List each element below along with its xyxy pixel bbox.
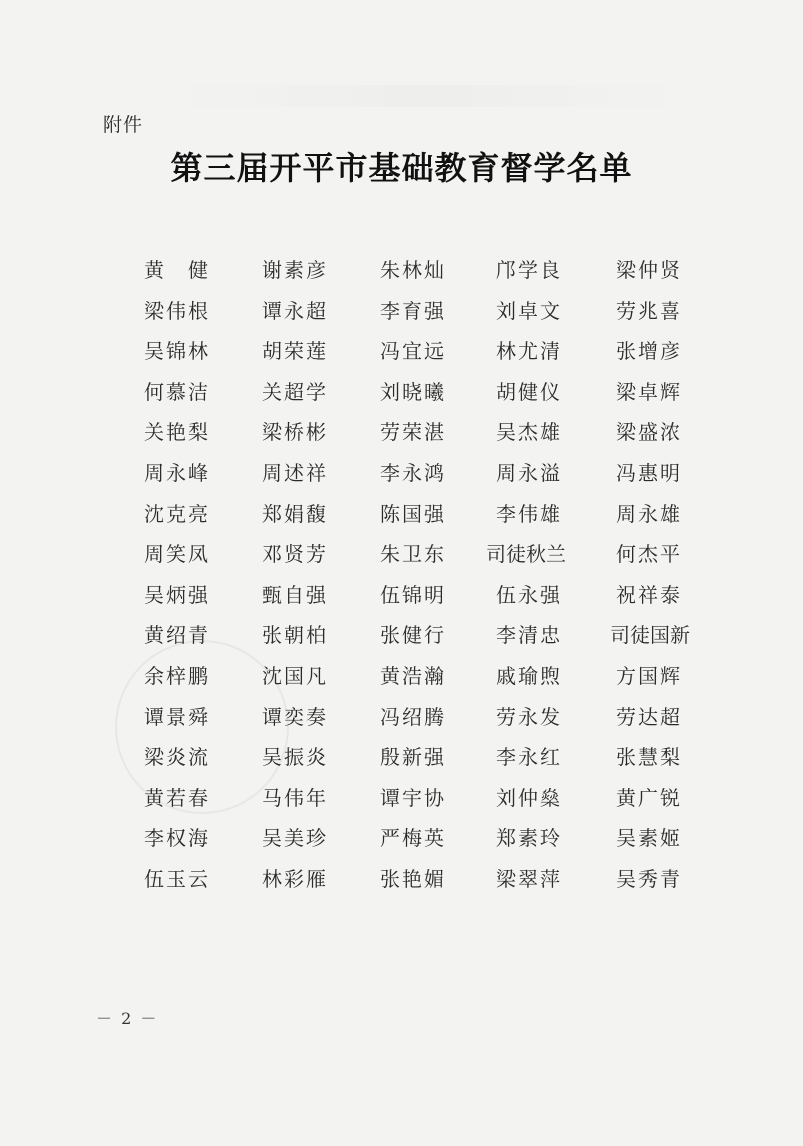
name-cell: 李永红	[496, 745, 562, 770]
name-cell: 吴秀青	[616, 866, 682, 891]
name-cell: 关艳梨	[144, 420, 210, 445]
name-cell: 黄若春	[144, 785, 210, 810]
name-cell: 戚瑜煦	[496, 663, 562, 688]
name-cell: 严梅英	[380, 826, 446, 851]
name-cell: 余梓鹏	[144, 663, 210, 688]
name-cell: 冯惠明	[616, 460, 682, 485]
name-cell: 梁伟根	[144, 298, 210, 323]
name-cell: 司徒秋兰	[486, 542, 566, 567]
name-cell: 林彩雁	[262, 866, 328, 891]
name-cell: 劳永发	[496, 704, 562, 729]
name-cell: 冯绍腾	[380, 704, 446, 729]
name-cell: 吴素姬	[616, 826, 682, 851]
name-cell: 黄 健	[144, 258, 210, 282]
name-cell: 梁仲贤	[616, 258, 682, 282]
name-cell: 何杰平	[616, 542, 682, 567]
name-cell: 李永鸿	[380, 460, 446, 485]
name-cell: 伍玉云	[144, 866, 210, 891]
name-cell: 黄浩瀚	[380, 663, 446, 688]
name-cell: 关超学	[262, 379, 328, 404]
name-cell: 李育强	[380, 298, 446, 323]
name-cell: 谭永超	[262, 298, 328, 323]
name-cell: 冯宜远	[380, 339, 446, 364]
name-cell: 吴锦林	[144, 339, 210, 364]
name-cell: 方国辉	[616, 663, 682, 688]
name-cell: 梁翠萍	[496, 866, 562, 891]
name-cell: 吴炳强	[144, 582, 210, 607]
name-cell: 司徒国新	[610, 623, 690, 648]
show-through-artifact	[170, 85, 690, 107]
name-cell: 张艳媚	[380, 866, 446, 891]
name-cell: 胡健仪	[496, 379, 562, 404]
name-cell: 朱林灿	[380, 258, 446, 282]
name-cell: 周笑凤	[144, 542, 210, 567]
name-cell: 胡荣莲	[262, 339, 328, 364]
name-cell: 沈克亮	[144, 501, 210, 526]
name-cell: 梁桥彬	[262, 420, 328, 445]
name-cell: 张增彦	[616, 339, 682, 364]
name-cell: 周述祥	[262, 460, 328, 485]
name-cell: 马伟年	[262, 785, 328, 810]
name-cell: 周永雄	[616, 501, 682, 526]
name-cell: 张慧梨	[616, 745, 682, 770]
name-cell: 谭宇协	[380, 785, 446, 810]
name-cell: 林尤清	[496, 339, 562, 364]
name-cell: 李清忠	[496, 623, 562, 648]
name-cell: 劳荣湛	[380, 420, 446, 445]
name-cell: 梁盛浓	[616, 420, 682, 445]
name-cell: 梁卓辉	[616, 379, 682, 404]
supervisor-name-list	[140, 250, 700, 900]
name-cell: 何慕洁	[144, 379, 210, 404]
name-cell: 朱卫东	[380, 542, 446, 567]
name-cell: 郑娟馥	[262, 501, 328, 526]
page-number: － 2 －	[96, 1009, 159, 1028]
name-cell: 吴杰雄	[496, 420, 562, 445]
name-cell: 张朝柏	[262, 623, 328, 648]
name-cell: 李伟雄	[496, 501, 562, 526]
name-cell: 劳达超	[616, 704, 682, 729]
name-cell: 吴美珍	[262, 826, 328, 851]
name-cell: 祝祥泰	[616, 582, 682, 607]
name-cell: 伍永强	[496, 582, 562, 607]
name-cell: 周永溢	[496, 460, 562, 485]
name-cell: 谭景舜	[144, 704, 210, 729]
name-cell: 郑素玲	[496, 826, 562, 851]
name-cell: 沈国凡	[262, 663, 328, 688]
name-cell: 陈国强	[380, 501, 446, 526]
name-cell: 黄绍青	[144, 623, 210, 648]
name-cell: 黄广锐	[616, 785, 682, 810]
name-cell: 周永峰	[144, 460, 210, 485]
name-cell: 邓贤芳	[262, 542, 328, 567]
name-cell: 刘晓曦	[380, 379, 446, 404]
name-cell: 吴振炎	[262, 745, 328, 770]
name-cell: 甄自强	[262, 582, 328, 607]
attachment-label: 附件	[103, 114, 144, 136]
name-cell: 邝学良	[496, 258, 562, 282]
name-cell: 谭奕奏	[262, 704, 328, 729]
name-cell: 刘仲燊	[496, 785, 562, 810]
name-cell: 张健行	[380, 623, 446, 648]
name-cell: 刘卓文	[496, 298, 562, 323]
document-title: 第三届开平市基础教育督学名单	[170, 149, 633, 187]
name-cell: 殷新强	[380, 745, 446, 770]
name-cell: 李权海	[144, 826, 210, 851]
name-cell: 谢素彦	[262, 258, 328, 282]
name-cell: 梁炎流	[144, 745, 210, 770]
name-cell: 伍锦明	[380, 582, 446, 607]
name-cell: 劳兆喜	[616, 298, 682, 323]
